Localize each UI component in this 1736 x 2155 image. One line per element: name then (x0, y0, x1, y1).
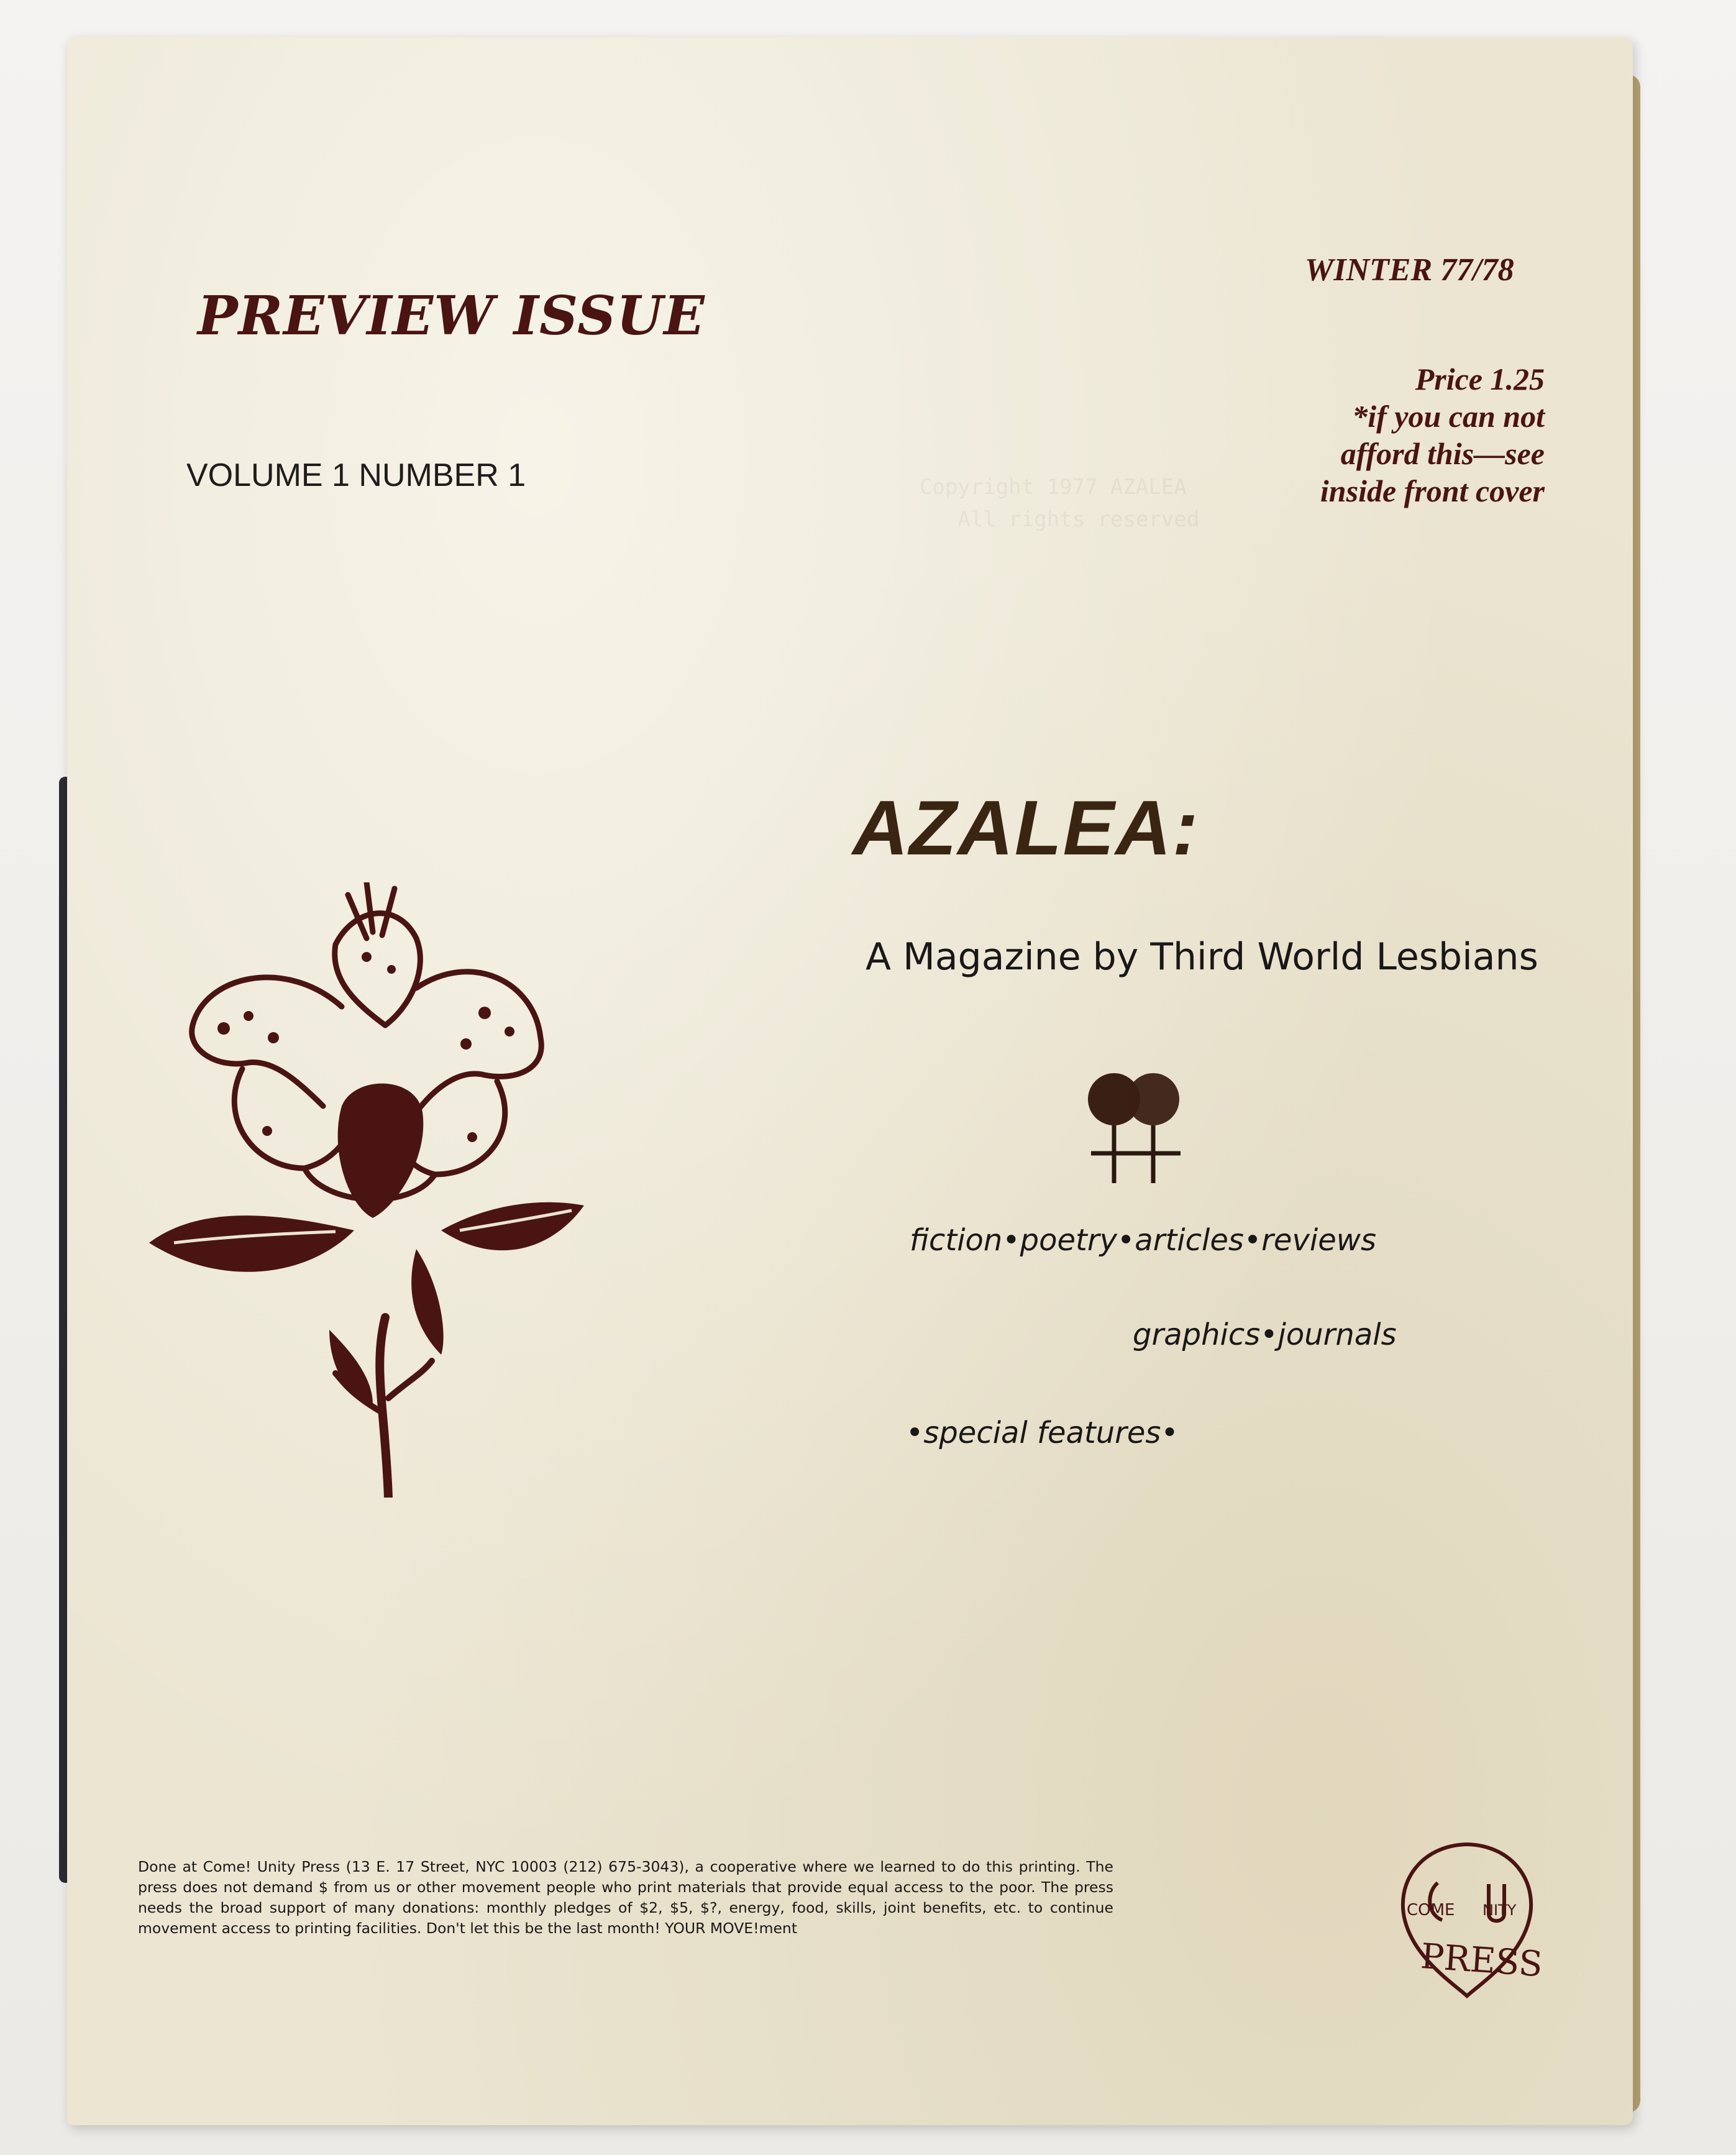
price-line: afford this—see (1340, 436, 1545, 471)
press-logo-press: PRESS (1419, 1936, 1544, 1985)
contents-line-3: •special features• (906, 1416, 1179, 1450)
price-line: Price 1.25 (1415, 362, 1545, 396)
magazine-subtitle: A Magazine by Third World Lesbians (866, 935, 1538, 979)
press-logo-nity: NITY (1482, 1901, 1517, 1919)
magazine-title: AZALEA: (852, 785, 1200, 871)
issue-season: WINTER 77/78 (1305, 252, 1514, 288)
price-block (1110, 360, 1545, 510)
price-line: inside front cover (1320, 474, 1545, 508)
azalea-flower-illustration-icon (149, 882, 584, 1498)
contents-line-1: fiction•poetry•articles•reviews (910, 1223, 1376, 1258)
preview-issue-label: PREVIEW ISSUE (198, 285, 705, 347)
double-venus-symbol-icon (1080, 1065, 1192, 1189)
contents-line-2: graphics•journals (1133, 1317, 1397, 1352)
price-line: *if you can not (1352, 399, 1545, 434)
press-logo-come: COME (1407, 1901, 1455, 1919)
volume-number: VOLUME 1 NUMBER 1 (186, 457, 526, 493)
come-unity-press-logo-icon (1389, 1833, 1545, 2007)
printer-credit-note: Done at Come! Unity Press (13 E. 17 Street, NYC 10003 (212) 675-3043), a cooperative where we learned to do this printing. The press does not demand $ from us or other movement people who print materials that provide equal access to the poor. The press needs the broad support of many donations: monthly pledges of $2, $5, $?, energy, food, skills, joint benefits, etc. to continue movement access to printing facilities. Don't let this be the last month! YOUR MOVE!ment (138, 1858, 1113, 1937)
show-through-text: Copyright 1977 AZALEA All rights reserved (920, 475, 1200, 532)
